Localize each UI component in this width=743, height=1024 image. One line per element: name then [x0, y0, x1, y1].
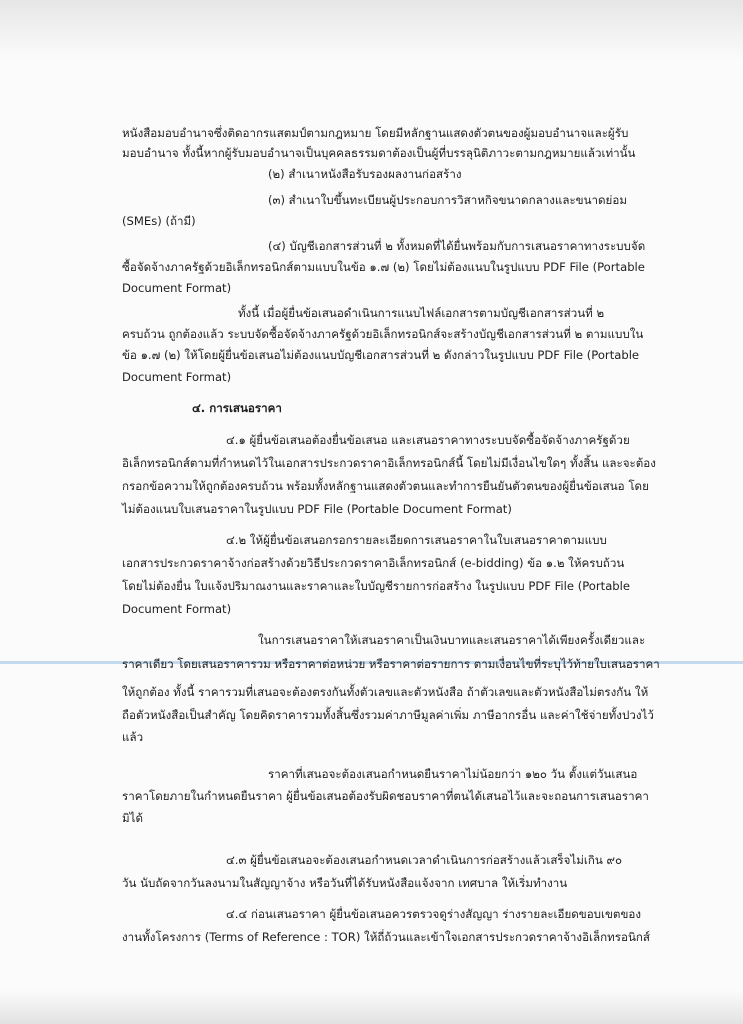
text-line: งานทั้งโครงการ (Terms of Reference : TOR) ให้ถี่ถ้วนและเข้าใจเอกสารประกวดราคาจ้างอิเล็กทรอนิกส์: [122, 930, 650, 944]
clause-4-2: ๔.๒ ให้ผู้ยื่นข้อเสนอกรอกรายละเอียดการเสนอราคาในใบเสนอราคาตามแบบ: [226, 533, 607, 547]
text-line: ถือตัวหนังสือเป็นสำคัญ โดยคิดราคารวมทั้งสิ้นซึ่งรวมค่าภาษีมูลค่าเพิ่ม ภาษีอากรอื่น และค่าใช้จ่ายทั้งปวงไว้: [122, 708, 654, 722]
list-item-2: (๒) สำเนาหนังสือรับรองผลงานก่อสร้าง: [268, 167, 462, 181]
text-line: มอบอำนาจ ทั้งนี้หากผู้รับมอบอำนาจเป็นบุคคลธรรมดาต้องเป็นผู้ที่บรรลุนิติภาวะตามกฎหมายแล้วเท่านั้น: [122, 146, 636, 160]
text-line: กรอกข้อความให้ถูกต้องครบถ้วน พร้อมทั้งหลักฐานแสดงตัวตนและทำการยืนยันตัวตนของผู้ยื่นข้อเสนอ โดย: [122, 479, 649, 493]
list-item-4: (๔) บัญชีเอกสารส่วนที่ ๒ ทั้งหมดที่ได้ยื่นพร้อมกับการเสนอราคาทางระบบจัด: [268, 239, 646, 253]
text-line: วัน นับถัดจากวันลงนามในสัญญาจ้าง หรือวันที่ได้รับหนังสือแจ้งจาก เทศบาล ให้เริ่มทำงาน: [122, 876, 568, 890]
text-line: แล้ว: [122, 730, 144, 744]
text-line: เอกสารประกวดราคาจ้างก่อสร้างด้วยวิธีประกวดราคาอิเล็กทรอนิกส์ (e-bidding) ข้อ ๑.๒ ให้ครบถ้วน: [122, 556, 625, 570]
text-line: ครบถ้วน ถูกต้องแล้ว ระบบจัดซื้อจัดจ้างภาครัฐด้วยอิเล็กทรอนิกส์จะสร้างบัญชีเอกสารส่วนที่ ๒ ตามแบบใน: [122, 327, 644, 341]
text-line: Document Format): [122, 602, 232, 616]
text-line: (SMEs) (ถ้ามี): [122, 214, 196, 228]
list-item-3: (๓) สำเนาใบขึ้นทะเบียนผู้ประกอบการวิสาหกิจขนาดกลางและขนาดย่อม: [268, 193, 627, 207]
text-line: หนังสือมอบอำนาจซึ่งติดอากรแสตมป์ตามกฎหมาย โดยมีหลักฐานแสดงตัวตนของผู้มอบอำนาจและผู้รับ: [122, 126, 629, 140]
text-line: Document Format): [122, 281, 232, 295]
text-line: Document Format): [122, 370, 232, 384]
scan-shadow-top: [0, 0, 743, 60]
scan-shadow-bottom: [0, 990, 743, 1024]
clause-4-3: ๔.๓ ผู้ยื่นข้อเสนอจะต้องเสนอกำหนดเวลาดำเนินการก่อสร้างแล้วเสร็จไม่เกิน ๙๐: [226, 853, 623, 867]
text-line: ซื้อจัดจ้างภาครัฐด้วยอิเล็กทรอนิกส์ตามแบบในข้อ ๑.๗ (๒) โดยไม่ต้องแนบในรูปแบบ PDF File (Portable: [122, 260, 645, 274]
clause-4-4: ๔.๔ ก่อนเสนอราคา ผู้ยื่นข้อเสนอควรตรวจดูร่างสัญญา ร่างรายละเอียดขอบเขตของ: [226, 907, 642, 921]
paragraph-start: ราคาที่เสนอจะต้องเสนอกำหนดยืนราคาไม่น้อยกว่า ๑๒๐ วัน ตั้งแต่วันเสนอ: [268, 767, 638, 781]
text-line: ข้อ ๑.๗ (๒) ให้โดยผู้ยื่นข้อเสนอไม่ต้องแนบบัญชีเอกสารส่วนที่ ๒ ดังกล่าวในรูปแบบ PDF File (Portable: [122, 348, 640, 362]
clause-4-1: ๔.๑ ผู้ยื่นข้อเสนอต้องยื่นข้อเสนอ และเสนอราคาทางระบบจัดซื้อจัดจ้างภาครัฐด้วย: [226, 433, 630, 447]
paragraph-start: ในการเสนอราคาให้เสนอราคาเป็นเงินบาทและเสนอราคาได้เพียงครั้งเดียวและ: [258, 633, 646, 647]
text-line: ราคาเดียว โดยเสนอราคารวม หรือราคาต่อหน่วย หรือราคาต่อรายการ ตามเงื่อนไขที่ระบุไว้ท้ายใบเสนอราคา: [122, 657, 660, 671]
text-line: ไม่ต้องแนบใบเสนอราคาในรูปแบบ PDF File (Portable Document Format): [122, 502, 512, 516]
paragraph-start: ทั้งนี้ เมื่อผู้ยื่นข้อเสนอดำเนินการแนบไฟล์เอกสารตามบัญชีเอกสารส่วนที่ ๒: [238, 306, 605, 320]
text-line: มิได้: [122, 811, 144, 825]
text-line: โดยไม่ต้องยื่น ใบแจ้งปริมาณงานและราคาและใบบัญชีรายการก่อสร้าง ในรูปแบบ PDF File (Portable: [122, 579, 631, 593]
text-line: อิเล็กทรอนิกส์ตามที่กำหนดไว้ในเอกสารประกวดราคาอิเล็กทรอนิกส์นี้ โดยไม่มีเงื่อนไขใดๆ ทั้งสิ้น และจะต้อง: [122, 456, 656, 470]
text-line: ให้ถูกต้อง ทั้งนี้ ราคารวมที่เสนอจะต้องตรงกันทั้งตัวเลขและตัวหนังสือ ถ้าตัวเลขและตัวหนังสือไม่ตรงกัน ให้: [122, 685, 649, 699]
section-heading: ๔. การเสนอราคา: [192, 401, 282, 415]
text-line: ราคาโดยภายในกำหนดยืนราคา ผู้ยื่นข้อเสนอต้องรับผิดชอบราคาที่ตนได้เสนอไว้และจะถอนการเสนอราคา: [122, 789, 649, 803]
